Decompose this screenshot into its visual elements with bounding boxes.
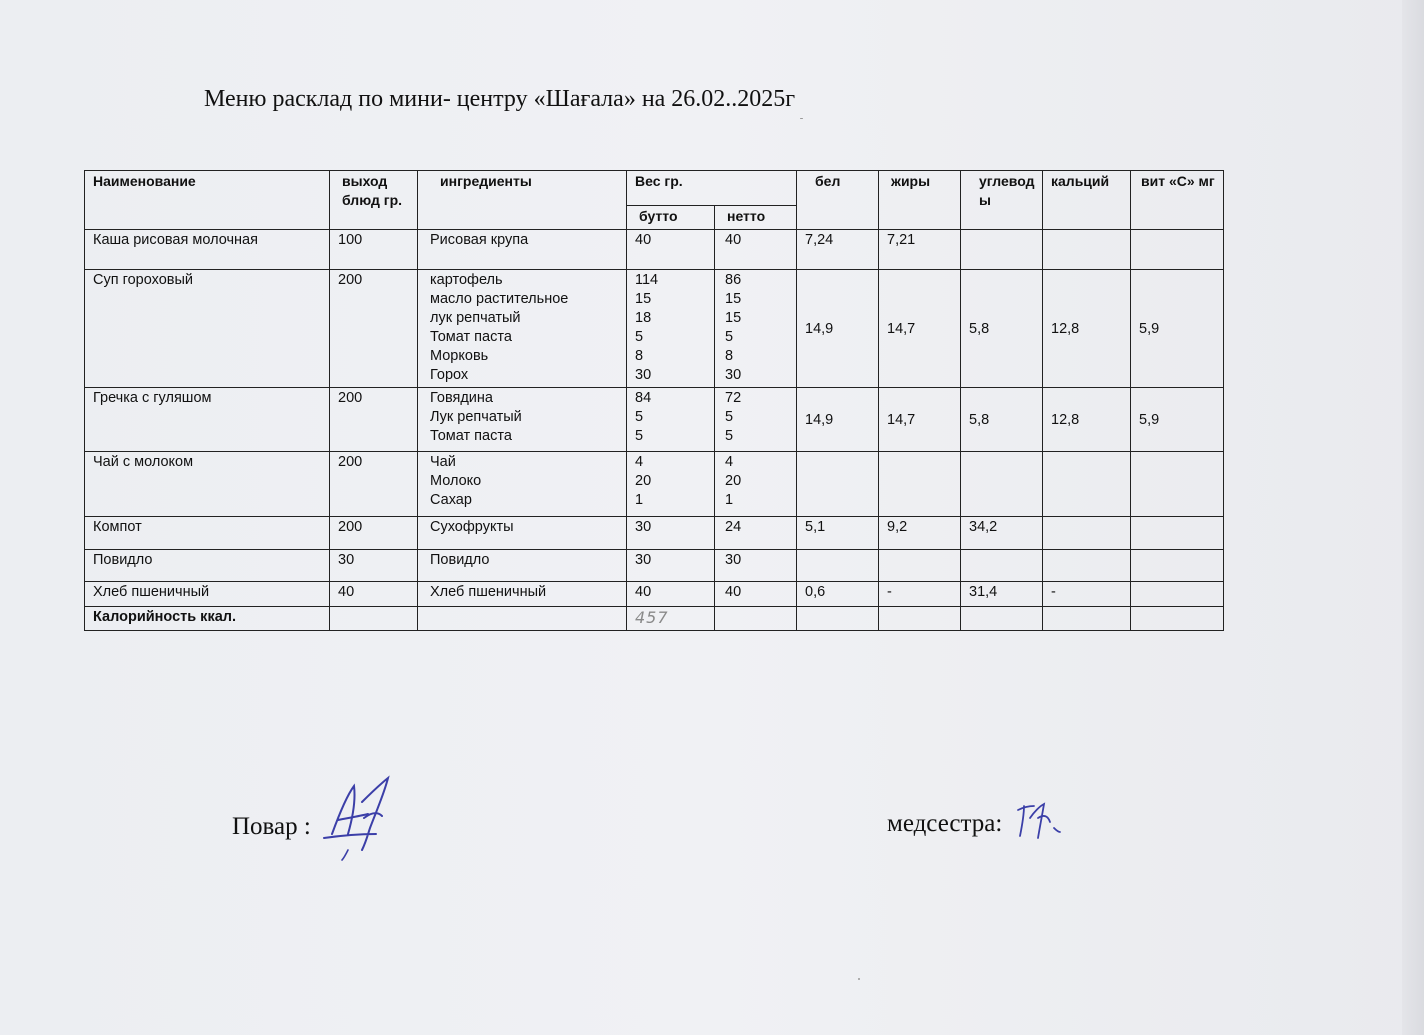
- dish-calcium: [1043, 517, 1131, 550]
- netto-value: 30: [725, 552, 742, 568]
- netto-value: 8: [725, 348, 734, 364]
- ingredient: масло растительное: [430, 291, 569, 307]
- dish-ingredients: [418, 550, 627, 582]
- dish-name: Повидло: [85, 550, 330, 582]
- dish-calcium: -: [1043, 582, 1131, 607]
- ingredient: Хлеб пшеничный: [430, 584, 547, 600]
- brutto-value: 30: [635, 552, 652, 568]
- dish-yield: 40: [330, 582, 418, 607]
- ingredient: Томат паста: [430, 428, 512, 444]
- header-netto: нетто: [715, 206, 797, 230]
- empty-cell: [330, 607, 418, 631]
- dish-carbs: 34,2: [961, 517, 1043, 550]
- brutto-value: 15: [635, 291, 652, 307]
- paper-edge: [1402, 0, 1424, 1035]
- dish-protein: 14,9: [797, 270, 879, 388]
- dish-fat: [879, 452, 961, 517]
- netto-value: 4: [725, 454, 734, 470]
- netto-value: 30: [725, 367, 742, 383]
- dish-carbs: 5,8: [961, 270, 1043, 388]
- brutto-value: 5: [635, 428, 644, 444]
- brutto-value: 40: [635, 232, 652, 248]
- empty-cell: [1131, 607, 1224, 631]
- dish-yield: 200: [330, 452, 418, 517]
- brutto-value: 20: [635, 473, 652, 489]
- dish-ingredients: [418, 582, 627, 607]
- document-title: Меню расклад по мини- центру «Шағала» на 26.02..2025г: [204, 86, 796, 112]
- ingredient: Молоко: [430, 473, 482, 489]
- dish-vitc: [1131, 582, 1224, 607]
- table-row: [85, 550, 1224, 582]
- header-protein: бел: [797, 171, 879, 230]
- netto-value: 40: [725, 584, 742, 600]
- empty-cell: [715, 607, 797, 631]
- brutto-value: 5: [635, 409, 644, 425]
- netto-value: 40: [725, 232, 742, 248]
- dish-calcium: 12,8: [1043, 388, 1131, 452]
- ingredient: Морковь: [430, 348, 489, 364]
- netto-value: 15: [725, 291, 742, 307]
- dish-netto: [715, 388, 797, 452]
- netto-value: 5: [725, 428, 734, 444]
- dish-calcium: [1043, 452, 1131, 517]
- ingredient: Горох: [430, 367, 469, 383]
- ingredient: Повидло: [430, 552, 490, 568]
- total-row: [85, 607, 1224, 631]
- cook-label: Повар :: [232, 813, 311, 840]
- dish-carbs: [961, 550, 1043, 582]
- table-row: [85, 582, 1224, 607]
- netto-value: 24: [725, 519, 742, 535]
- nurse-label: медсестра:: [887, 810, 1003, 837]
- header-vitc: вит «С» мг: [1131, 171, 1224, 230]
- dish-vitc: [1131, 550, 1224, 582]
- dish-vitc: [1131, 452, 1224, 517]
- dish-netto: [715, 230, 797, 270]
- netto-value: 72: [725, 390, 742, 406]
- header-weight: Вес гр.: [627, 171, 797, 206]
- brutto-value: 8: [635, 348, 644, 364]
- dish-carbs: [961, 452, 1043, 517]
- total-label: Калорийность ккал.: [85, 607, 330, 631]
- dish-protein: 7,24: [797, 230, 879, 270]
- dish-ingredients: [418, 517, 627, 550]
- dish-fat: 9,2: [879, 517, 961, 550]
- dish-carbs: 31,4: [961, 582, 1043, 607]
- ingredient: Рисовая крупа: [430, 232, 529, 248]
- dish-netto: [715, 452, 797, 517]
- scan-speck: [800, 118, 803, 119]
- dish-brutto: [627, 230, 715, 270]
- table-row: [85, 388, 1224, 452]
- ingredient: Лук репчатый: [430, 409, 522, 425]
- dish-brutto: [627, 517, 715, 550]
- dish-ingredients: [418, 388, 627, 452]
- empty-cell: [418, 607, 627, 631]
- brutto-value: 18: [635, 310, 652, 326]
- dish-name: Каша рисовая молочная: [85, 230, 330, 270]
- netto-value: 1: [725, 492, 734, 508]
- dish-protein: [797, 550, 879, 582]
- dish-fat: 14,7: [879, 388, 961, 452]
- dish-fat: 14,7: [879, 270, 961, 388]
- dish-vitc: 5,9: [1131, 388, 1224, 452]
- dish-name: Хлеб пшеничный: [85, 582, 330, 607]
- brutto-value: 1: [635, 492, 644, 508]
- menu-table-body: [85, 230, 1224, 631]
- dish-calcium: 12,8: [1043, 270, 1131, 388]
- dish-yield: 200: [330, 388, 418, 452]
- header-brutto: бутто: [627, 206, 715, 230]
- dish-name: Гречка с гуляшом: [85, 388, 330, 452]
- dish-brutto: [627, 270, 715, 388]
- dish-netto: [715, 550, 797, 582]
- empty-cell: [961, 607, 1043, 631]
- brutto-value: 84: [635, 390, 652, 406]
- ingredient: Чай: [430, 454, 456, 470]
- dish-netto: [715, 270, 797, 388]
- dish-brutto: [627, 388, 715, 452]
- dish-vitc: [1131, 517, 1224, 550]
- ingredient: Сухофрукты: [430, 519, 514, 535]
- dish-brutto: [627, 550, 715, 582]
- empty-cell: [879, 607, 961, 631]
- ingredient: лук репчатый: [430, 310, 521, 326]
- header-yield: выход блюд гр.: [330, 171, 418, 230]
- netto-value: 86: [725, 272, 742, 288]
- dish-protein: [797, 452, 879, 517]
- dish-name: Суп гороховый: [85, 270, 330, 388]
- dish-brutto: [627, 452, 715, 517]
- ingredient: Томат паста: [430, 329, 512, 345]
- dish-yield: 30: [330, 550, 418, 582]
- netto-value: 5: [725, 329, 734, 345]
- table-row: [85, 230, 1224, 270]
- ingredient: картофель: [430, 272, 503, 288]
- brutto-value: 30: [635, 519, 652, 535]
- cook-signature: [318, 772, 398, 862]
- header-ingredients: ингредиенты: [418, 171, 627, 230]
- dish-calcium: [1043, 230, 1131, 270]
- netto-value: 5: [725, 409, 734, 425]
- brutto-value: 4: [635, 454, 644, 470]
- nurse-signature: [1014, 798, 1064, 842]
- dish-fat: 7,21: [879, 230, 961, 270]
- header-carbs: углевод ы: [961, 171, 1043, 230]
- dish-vitc: 5,9: [1131, 270, 1224, 388]
- netto-value: 15: [725, 310, 742, 326]
- brutto-value: 114: [635, 272, 659, 288]
- total-kcal: [627, 607, 715, 631]
- header-name: Наименование: [85, 171, 330, 230]
- menu-table: [84, 170, 1224, 631]
- dish-protein: 14,9: [797, 388, 879, 452]
- dish-fat: -: [879, 582, 961, 607]
- dish-ingredients: [418, 230, 627, 270]
- table-row: [85, 452, 1224, 517]
- dish-name: Компот: [85, 517, 330, 550]
- dish-carbs: 5,8: [961, 388, 1043, 452]
- header-calcium: кальций: [1043, 171, 1131, 230]
- total-kcal-value: 457: [635, 608, 669, 627]
- dish-protein: 5,1: [797, 517, 879, 550]
- dish-carbs: [961, 230, 1043, 270]
- brutto-value: 30: [635, 367, 652, 383]
- table-row: [85, 270, 1224, 388]
- dish-yield: 100: [330, 230, 418, 270]
- brutto-value: 5: [635, 329, 644, 345]
- table-row: [85, 517, 1224, 550]
- dish-calcium: [1043, 550, 1131, 582]
- brutto-value: 40: [635, 584, 652, 600]
- dish-yield: 200: [330, 270, 418, 388]
- dish-brutto: [627, 582, 715, 607]
- header-fat: жиры: [879, 171, 961, 230]
- dish-netto: [715, 517, 797, 550]
- empty-cell: [797, 607, 879, 631]
- dish-netto: [715, 582, 797, 607]
- ingredient: Говядина: [430, 390, 493, 406]
- dish-vitc: [1131, 230, 1224, 270]
- empty-cell: [1043, 607, 1131, 631]
- dish-ingredients: [418, 270, 627, 388]
- dish-protein: 0,6: [797, 582, 879, 607]
- dish-fat: [879, 550, 961, 582]
- netto-value: 20: [725, 473, 742, 489]
- dish-yield: 200: [330, 517, 418, 550]
- ingredient: Сахар: [430, 492, 472, 508]
- dish-name: Чай с молоком: [85, 452, 330, 517]
- scan-speck: [858, 978, 860, 980]
- dish-ingredients: [418, 452, 627, 517]
